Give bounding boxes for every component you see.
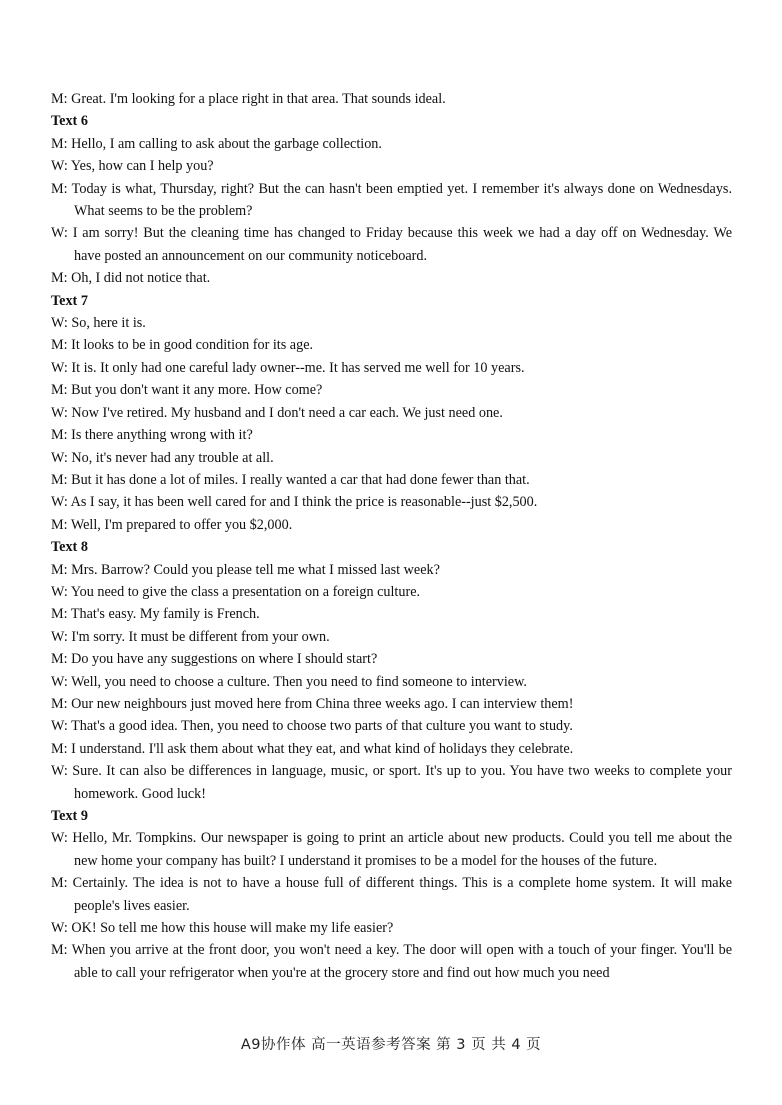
dialogue-line: W: As I say, it has been well cared for and I think the price is reasonable--just $2,500. xyxy=(51,494,538,511)
dialogue-line: M: I understand. I'll ask them about what they eat, and what kind of holidays they celebrate. xyxy=(51,740,574,757)
dialogue-line: M: Our new neighbours just moved here from China three weeks ago. I can interview them! xyxy=(51,695,574,712)
dialogue-line: W: Well, you need to choose a culture. Then you need to find someone to interview. xyxy=(51,673,527,690)
dialogue-line: W: Now I've retired. My husband and I don't need a car each. We just need one. xyxy=(51,404,503,421)
dialogue-line: M: Is there anything wrong with it? xyxy=(51,427,253,444)
dialogue-line: M: It looks to be in good condition for its age. xyxy=(51,337,314,354)
dialogue-line: M: But it has done a lot of miles. I really wanted a car that had done fewer than that. xyxy=(51,471,530,488)
dialogue-line: W: OK! So tell me how this house will make my life easier? xyxy=(51,920,394,937)
dialogue-line: W: So, here it is. xyxy=(51,315,146,332)
dialogue-line: M: Great. I'm looking for a place right in that area. That sounds ideal. xyxy=(51,91,446,107)
dialogue-line: M: Today is what, Thursday, right? But the can hasn't been emptied yet. I remember it's always done on Wednesdays. What seems to be the problem? xyxy=(51,180,732,220)
dialogue-line: M: Oh, I did not notice that. xyxy=(51,270,211,287)
dialogue-line: M: Mrs. Barrow? Could you please tell me what I missed last week? xyxy=(51,561,440,578)
section-heading-text7: Text 7 xyxy=(51,292,88,309)
dialogue-line: W: No, it's never had any trouble at all. xyxy=(51,449,274,466)
dialogue-line: M: Do you have any suggestions on where I should start? xyxy=(51,651,378,668)
dialogue-line: M: Well, I'm prepared to offer you $2,000. xyxy=(51,516,293,533)
section-heading-text8: Text 8 xyxy=(51,539,88,556)
section-heading-text9: Text 9 xyxy=(51,808,88,824)
dialogue-line: W: That's a good idea. Then, you need to choose two parts of that culture you want to study. xyxy=(51,718,573,735)
dialogue-line: M: Certainly. The idea is not to have a house full of different things. This is a complete home system. It will make people's lives easier. xyxy=(51,875,732,914)
dialogue-line: W: You need to give the class a presentation on a foreign culture. xyxy=(51,583,421,600)
dialogue-line: W: Sure. It can also be differences in language, music, or sport. It's up to you. You have two weeks to complete your homework. Good luck! xyxy=(51,763,732,802)
document-body xyxy=(51,88,732,984)
dialogue-line: W: Hello, Mr. Tompkins. Our newspaper is going to print an article about new products. Could you tell me about the new home your company has built? I understand it promises to be a model for the houses of the future. xyxy=(51,830,732,869)
dialogue-line: W: It is. It only had one careful lady owner--me. It has served me well for 10 years. xyxy=(51,359,525,376)
section-heading-text6: Text 6 xyxy=(51,113,88,130)
dialogue-line: M: Hello, I am calling to ask about the garbage collection. xyxy=(51,135,382,152)
dialogue-line: W: I am sorry! But the cleaning time has changed to Friday because this week we had a day off on Wednesday. We have posted an announcement on our community noticeboard. xyxy=(51,225,732,264)
dialogue-line: W: Yes, how can I help you? xyxy=(51,158,214,175)
page-footer: A9协作体 高一英语参考答案 第 3 页 共 4 页 xyxy=(240,1037,542,1053)
dialogue-line: M: But you don't want it any more. How come? xyxy=(51,382,323,399)
dialogue-line: W: I'm sorry. It must be different from your own. xyxy=(51,628,330,645)
dialogue-line: M: That's easy. My family is French. xyxy=(51,606,260,623)
dialogue-line: M: When you arrive at the front door, you won't need a key. The door will open with a touch of your finger. You'll be able to call your refrigerator when you're at the grocery store and find out how much you need xyxy=(51,942,732,981)
